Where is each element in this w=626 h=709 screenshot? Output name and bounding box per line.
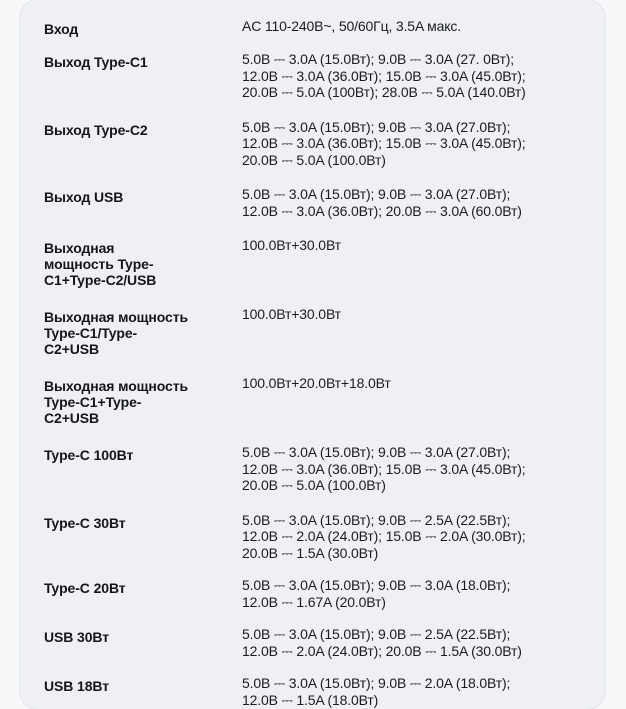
spec-label: USB 30Вт	[44, 629, 110, 645]
spec-row	[44, 237, 589, 288]
spec-label: Выходная мощность Type-C1/Type- C2+USB	[44, 309, 188, 357]
spec-row	[44, 119, 589, 169]
spec-row	[44, 51, 589, 101]
spec-value-line: 5.0В ⎓ 3.0A (15.0Вт); 9.0В ⎓ 3.0A (18.0Вт);	[242, 577, 511, 593]
spec-row	[44, 306, 589, 357]
spec-row	[44, 626, 589, 659]
spec-values	[242, 512, 589, 562]
spec-value-line: 5.0В ⎓ 3.0A (15.0Вт); 9.0В ⎓ 3.0A (27.0Вт);	[242, 444, 511, 460]
spec-value-line: 12.0В ⎓ 3.0A (36.0Вт); 20.0В ⎓ 3.0A (60.0Вт)	[242, 202, 522, 219]
spec-values	[242, 306, 589, 323]
spec-value-line: 12.0В ⎓ 3.0A (36.0Вт); 15.0В ⎓ 3.0A (45.0Вт);	[242, 135, 526, 151]
spec-value-line: 5.0В ⎓ 3.0A (15.0Вт); 9.0В ⎓ 3.0A (27. 0Вт);	[242, 51, 515, 67]
spec-row	[44, 577, 589, 610]
spec-value-line: 12.0В ⎓ 3.0A (36.0Вт); 15.0В ⎓ 3.0A (45.0Вт);	[242, 67, 526, 84]
spec-values	[242, 186, 589, 219]
spec-value-line: 100.0Вт+30.0Вт	[242, 306, 341, 322]
spec-label: Выход Type-C1	[44, 54, 148, 70]
spec-table	[44, 18, 589, 708]
spec-value-line: 100.0Вт+20.0Вт+18.0Вт	[242, 375, 391, 391]
spec-label: USB 18Вт	[44, 678, 110, 694]
spec-row	[44, 512, 589, 562]
spec-value-line: 20.0В ⎓ 1.5A (30.0Вт)	[242, 544, 379, 561]
spec-row	[44, 444, 589, 494]
spec-row	[44, 18, 589, 37]
spec-values	[242, 375, 589, 392]
spec-values	[242, 51, 589, 101]
spec-value-line: 12.0В ⎓ 1.5A (18.0Вт)	[242, 691, 379, 708]
spec-values	[242, 18, 589, 35]
spec-values	[242, 444, 589, 494]
spec-value-line: 5.0В ⎓ 3.0A (15.0Вт); 9.0В ⎓ 2.5A (22.5Вт);	[242, 626, 511, 642]
spec-value-line: 5.0В ⎓ 3.0A (15.0Вт); 9.0В ⎓ 2.5A (22.5Вт);	[242, 511, 511, 528]
spec-label: Type-C 20Вт	[44, 580, 126, 596]
spec-row	[44, 375, 589, 426]
spec-values	[242, 119, 589, 169]
spec-label: Вход	[44, 21, 79, 37]
spec-label: Выход Type-C2	[44, 121, 148, 138]
spec-values	[242, 237, 589, 254]
spec-value-line: 20.0В ⎓ 5.0A (100Вт); 28.0В ⎓ 5.0A (140.0Вт)	[242, 84, 526, 100]
spec-value-line: 12.0В ⎓ 3.0A (36.0Вт); 15.0В ⎓ 3.0A (45.0Вт);	[242, 460, 526, 477]
spec-label: Выход USB	[44, 189, 124, 205]
spec-value-line: 100.0Вт+30.0Вт	[242, 237, 341, 253]
spec-label: Выходная мощность Type-C1+Type- C2+USB	[44, 378, 188, 426]
spec-values	[242, 577, 589, 610]
spec-value-line: 5.0В ⎓ 3.0A (15.0Вт); 9.0В ⎓ 3.0A (27.0Вт);	[242, 118, 511, 135]
spec-label: Выходная мощность Type- C1+Type-C2/USB	[44, 240, 157, 288]
spec-value-line: AC 110-240В~, 50/60Гц, 3.5A макс.	[242, 18, 461, 34]
spec-row	[44, 186, 589, 219]
spec-value-line: 20.0В ⎓ 5.0A (100.0Вт)	[242, 477, 386, 493]
spec-value-line: 12.0В ⎓ 1.67A (20.0Вт)	[242, 593, 386, 610]
spec-label: Type-C 100Вт	[44, 447, 134, 463]
spec-row	[44, 675, 589, 708]
spec-value-line: 5.0В ⎓ 3.0A (15.0Вт); 9.0В ⎓ 2.0A (18.0Вт);	[242, 675, 511, 691]
spec-value-line: 5.0В ⎓ 3.0A (15.0Вт); 9.0В ⎓ 3.0A (27.0Вт);	[242, 186, 511, 202]
spec-label: Type-C 30Вт	[44, 514, 126, 531]
spec-values	[242, 675, 589, 708]
spec-value-line: 12.0В ⎓ 2.0A (24.0Вт); 20.0В ⎓ 1.5A (30.0Вт)	[242, 642, 522, 659]
spec-value-line: 12.0В ⎓ 2.0A (24.0Вт); 15.0В ⎓ 2.0A (30.0Вт);	[242, 528, 526, 544]
spec-values	[242, 626, 589, 659]
spec-value-line: 20.0В ⎓ 5.0A (100.0Вт)	[242, 151, 386, 168]
